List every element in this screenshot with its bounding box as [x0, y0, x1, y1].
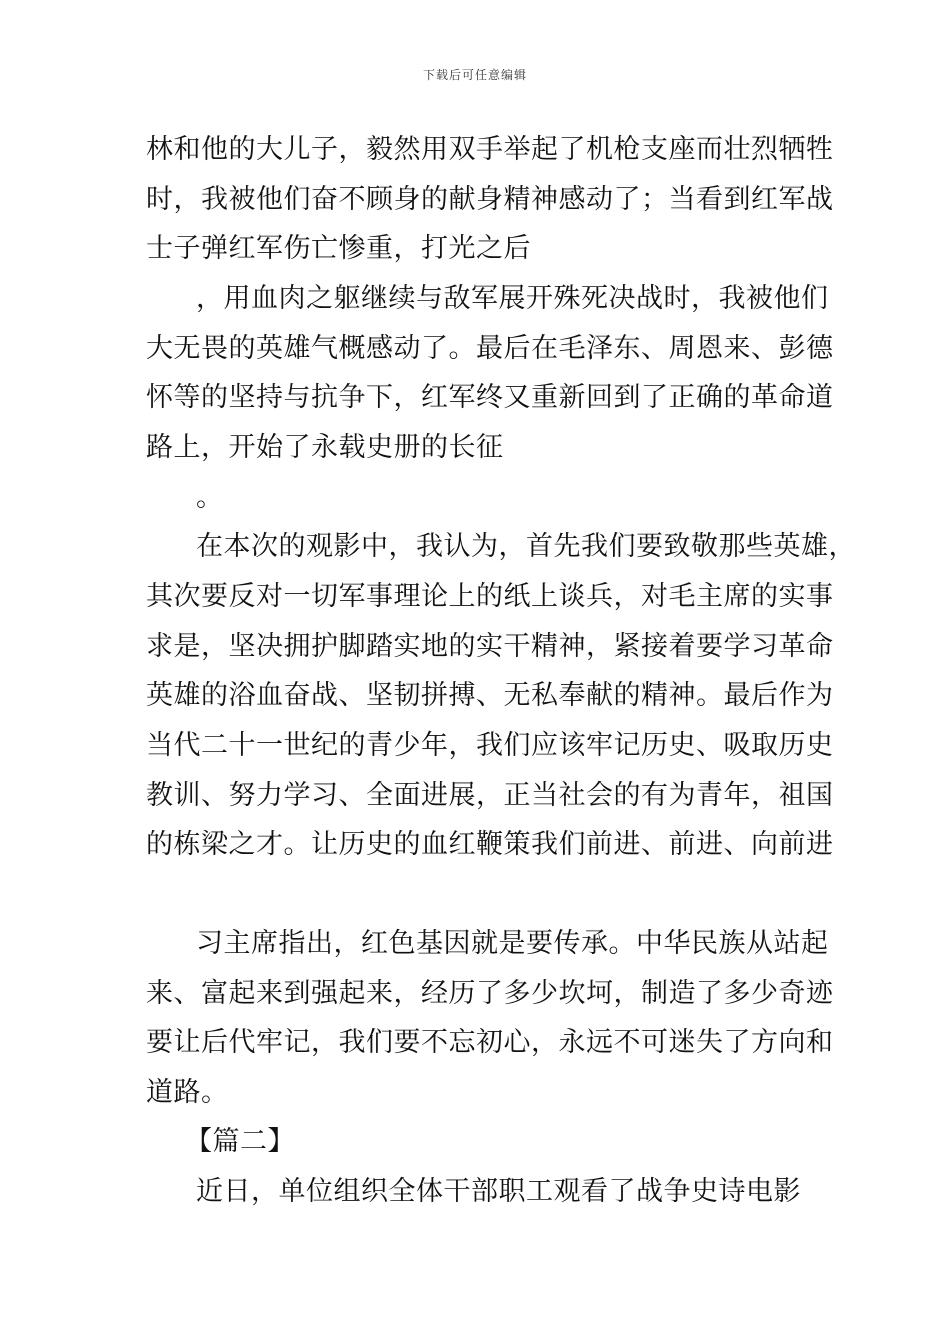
paragraph-line: 时，我被他们奋不顾身的献身精神感动了；当看到红军战 — [146, 184, 834, 215]
paragraph-line: 要让后代牢记，我们要不忘初心，永远不可迷失了方向和 — [146, 1027, 834, 1058]
paragraph-line: 求是，坚决拥护脚踏实地的实干精神，紧接着要学习革命 — [146, 631, 834, 662]
paragraph-line: 在本次的观影中，我认为，首先我们要致敬那些英雄， — [196, 531, 856, 562]
paragraph-line: 怀等的坚持与抗争下，红军终又重新回到了正确的革命道 — [146, 382, 834, 413]
paragraph-line: 士子弹红军伤亡惨重，打光之后 — [146, 233, 531, 264]
paragraph-line: 林和他的大儿子，毅然用双手举起了机枪支座而壮烈牺牲 — [146, 134, 834, 165]
paragraph-line: 大无畏的英雄气概感动了。最后在毛泽东、周恩来、彭德 — [146, 333, 834, 364]
paragraph-line: 英雄的浴血奋战、坚韧拼搏、无私奉献的精神。最后作为 — [146, 680, 834, 711]
paragraph-line: 教训、努力学习、全面进展，正当社会的有为青年，祖国 — [146, 780, 834, 811]
page-header: 下载后可任意编辑 — [422, 68, 527, 82]
paragraph-line: 。 — [196, 482, 224, 513]
paragraph-line: 来、富起来到强起来，经历了多少坎坷，制造了多少奇迹 — [146, 978, 834, 1009]
paragraph-line: 当代二十一世纪的青少年，我们应该牢记历史、吸取历史 — [146, 730, 834, 761]
paragraph-line: ，用血肉之躯继续与敌军展开殊死决战时，我被他们 — [196, 283, 829, 314]
paragraph-line: 路上，开始了永载史册的长征 — [146, 432, 504, 463]
paragraph-line: 近日，单位组织全体干部职工观看了战争史诗电影 — [196, 1176, 801, 1207]
paragraph-line: 的栋梁之才。让历史的血红鞭策我们前进、前进、向前进 — [146, 829, 834, 860]
paragraph-line: 习主席指出，红色基因就是要传承。中华民族从站起 — [196, 928, 829, 959]
section-heading: 【篇二】 — [185, 1126, 295, 1157]
paragraph-line: 其次要反对一切军事理论上的纸上谈兵，对毛主席的实事 — [146, 581, 834, 612]
paragraph-line: 道路。 — [146, 1077, 229, 1108]
